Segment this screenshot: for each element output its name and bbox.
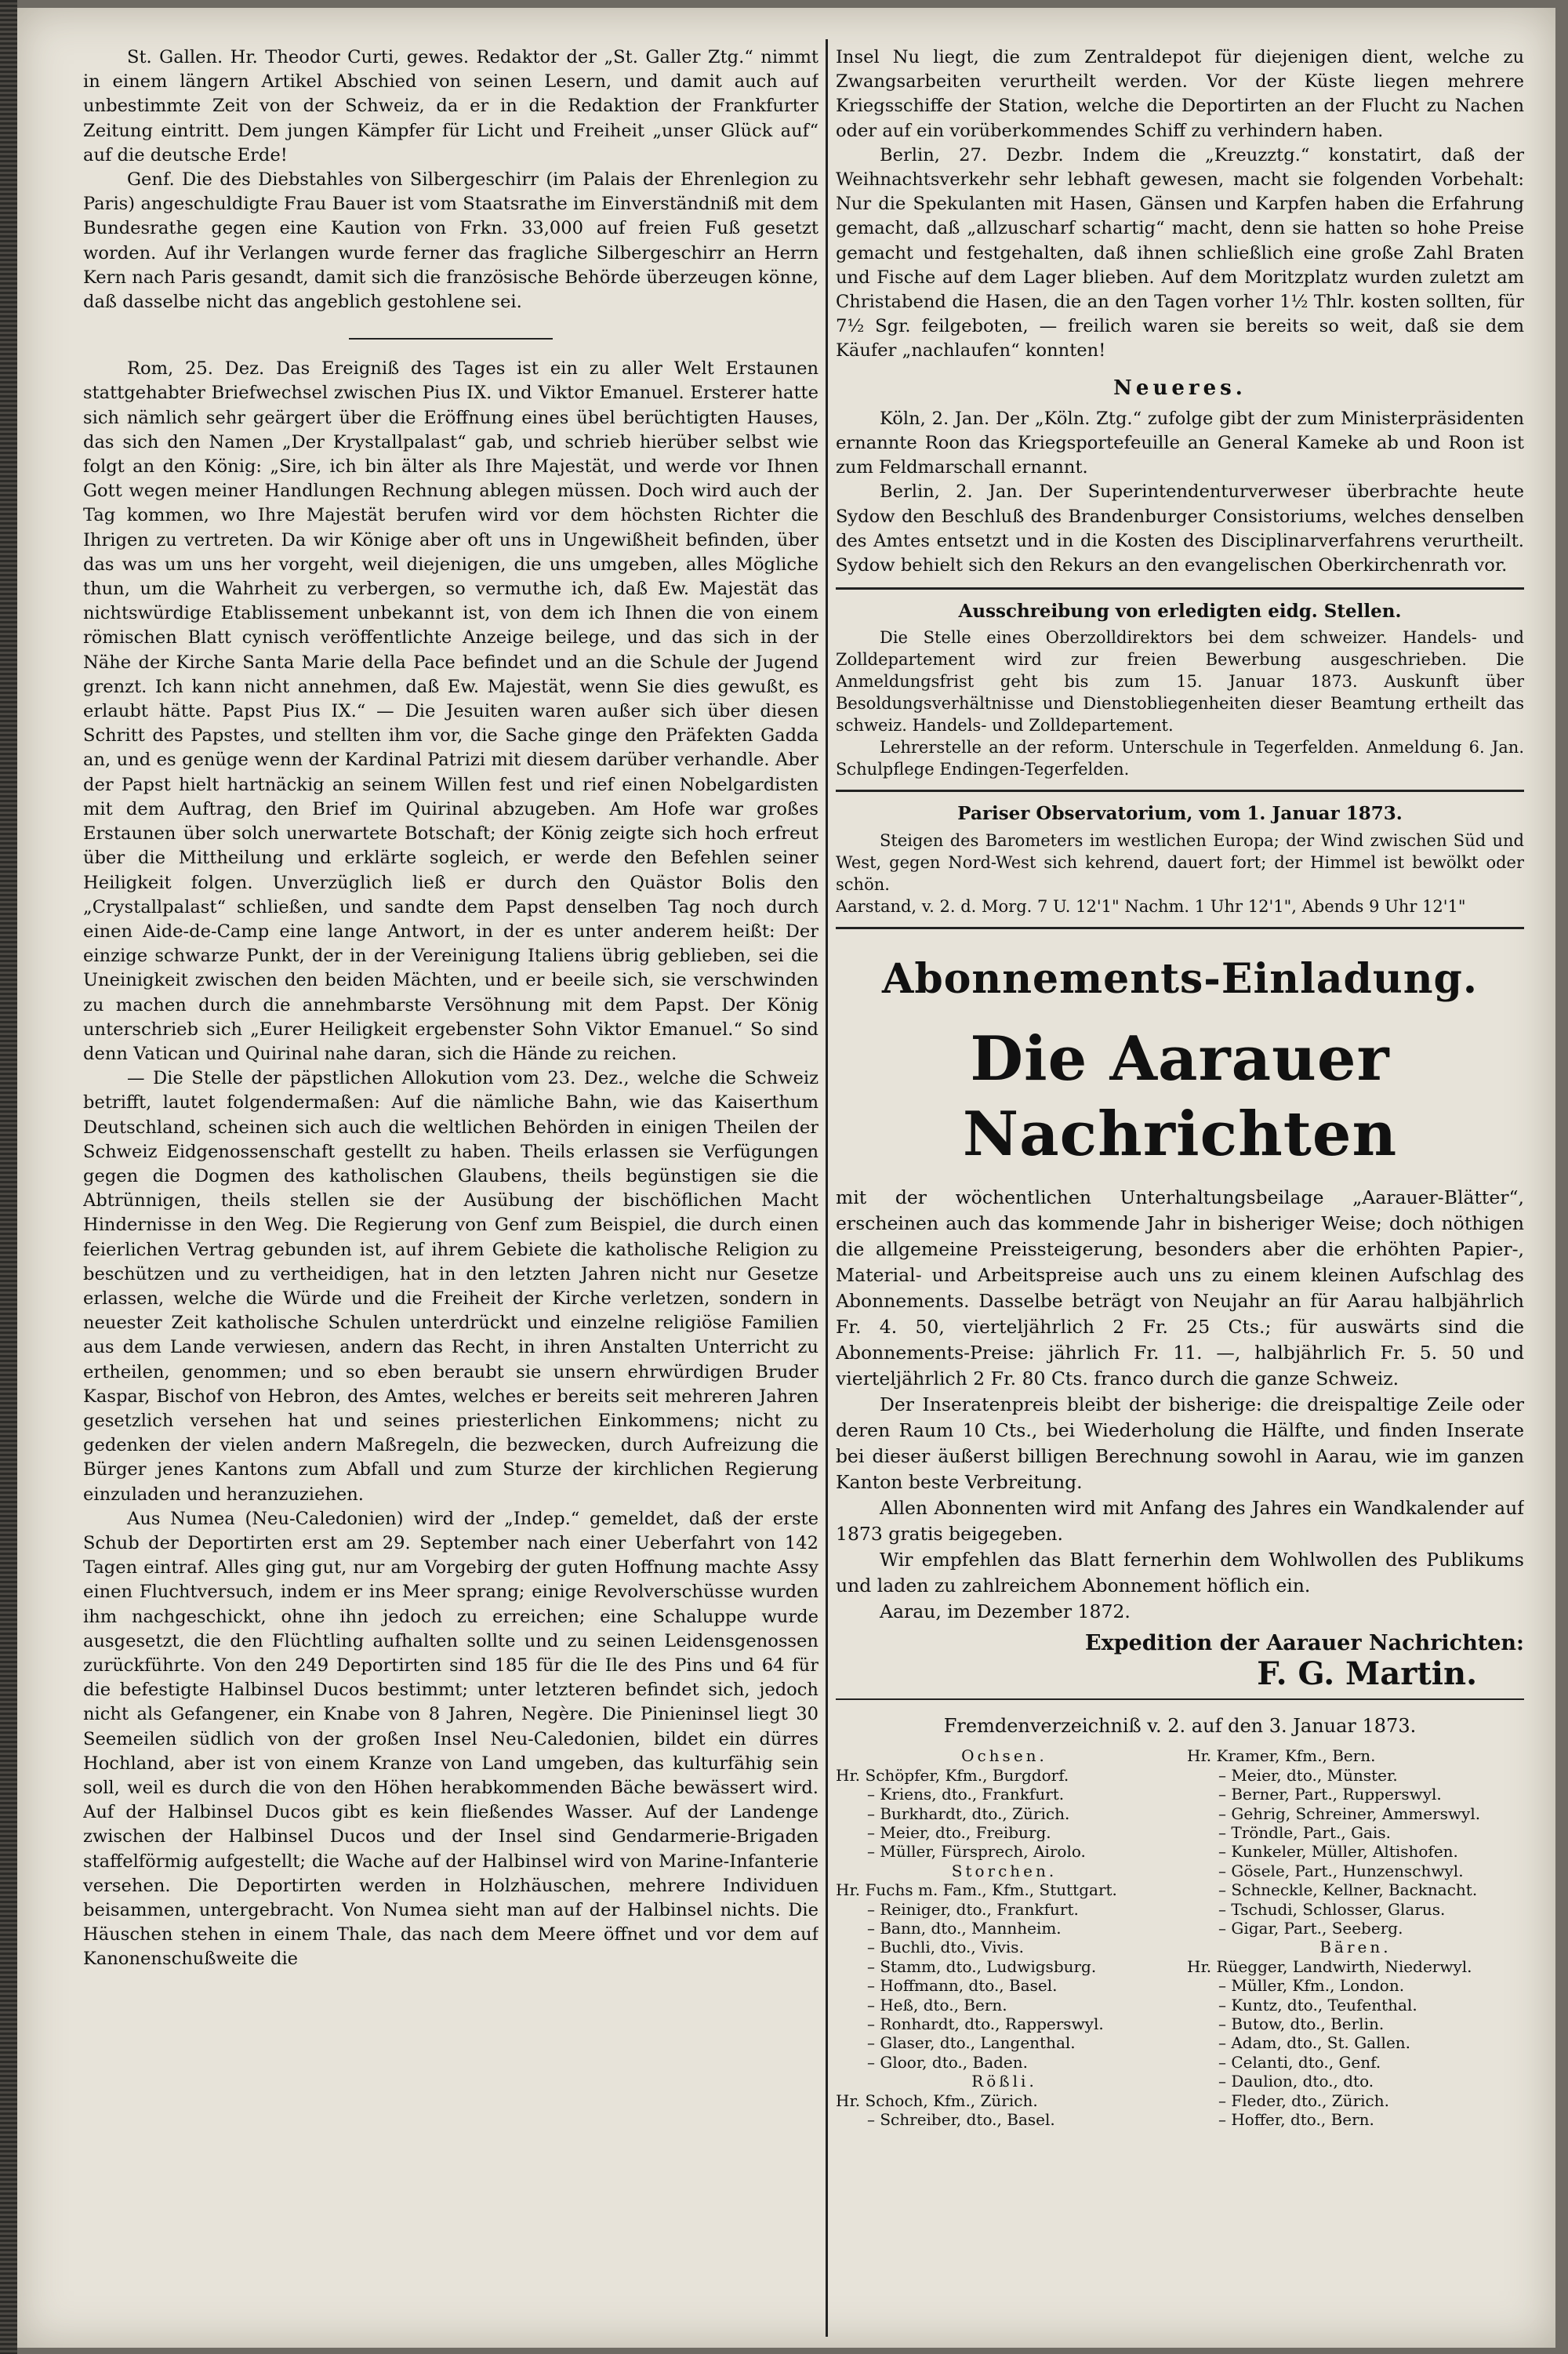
left-margin-strip	[0, 0, 17, 2354]
article-berlin-sydow: Berlin, 2. Jan. Der Superintendenturverweser überbrachte heute Sydow den Beschluß des Brandenburger Consistoriums, welches denselben des Amtes entsetzt und in die Kosten des Disciplinarverfahrens verurtheilt. Sydow behielt sich den Rekurs an den evangelischen Oberkirchenrath vor.	[836, 481, 1524, 576]
guest-entry: – Butow, dto., Berlin.	[1218, 2014, 1385, 2033]
article-rom: Rom, 25. Dez. Das Ereigniß des Tages ist ein zu aller Welt Erstaunen stattgehabter Briefwechsel zwischen Pius IX. und Viktor Emanuel. Ersterer hatte sich nämlich sehr geärgert über die Eröffnung eines übel berüchtigten Hauses, das sich den Namen „Der Krystallpalast“ gab, und schrieb hierüber selbst wie folgt an den König: „Sire, ich bin älter als Ihre Majestät, und werde vor Ihnen Gott wegen meiner Handlungen Rechnung ablegen müssen. Doch wird auch der Tag kommen, wo Ihre Majestät berufen wird vor dem höchsten Richter die Ihrigen zu vertreten. Da wir Könige aber oft uns in Ungewißheit befinden, über das was um uns her vorgeht, weil diejenigen, die uns umgeben, alles Mögliche thun, um die Wahrheit zu verbergen, so vermuthe ich, daß Ew. Majestät das nichtswürdige Etablissement unbekannt ist, von dem ich Ihnen die von einem römischen Blatt cynisch veröffentlichte Anzeige beilege, und das sich in der Nähe der Kirche Santa Marie della Pace befindet und an die Schule der Jugend grenzt. Ich kann nicht annehmen, daß Ew. Majestät, wenn Sie dies gewußt, es erlaubt hätte. Papst Pius IX.“ — Die Jesuiten waren außer sich über diesen Schritt des Papstes, und stellten ihm vor, die Sache ginge den Präfekten Gadda an, und es genüge wenn der Kardinal Patrizi mit diesem darüber verhandle. Aber der Papst hielt hartnäckig an seinem Willen fest und rief einen Nobelgardisten mit dem Auftrag, den Brief im Quirinal abzugeben. Am Hofe war großes Erstaunen über solch unerwartete Botschaft; der König zeigte sich hoch erfreut über die Mittheilung und erklärte sogleich, er werde den Befehlen seiner Heiligkeit folgen. Unverzüglich ließ er durch den Quästor Bolis den „Crystallpalast“ schließen, und sandte dem Papst denselben Tag noch durch einen Aide-de-Camp eine lange Antwort, in der es unter anderem heißt: Der einzige schwarze Punkt, der in der Vereinigung Italiens übrig geblieben, sei die Uneinigkeit zwischen den beiden Mächten, und er beeile sich, sie verschwinden zu machen durch die annehmbarste Versöhnung mit dem Papst. Der König unterschrieb sich „Eurer Heiligkeit ergebenster Sohn Viktor Emanuel.“ So sind denn Vatican und Quirinal nahe daran, sich die Hände zu reichen.	[83, 358, 818, 1064]
ad-place-date: Aarau, im Dezember 1872.	[880, 1600, 1131, 1622]
guest-entry: – Burkhardt, dto., Zürich.	[867, 1804, 1070, 1823]
guest-entry: – Celanti, dto., Genf.	[1218, 2052, 1381, 2072]
ad-text-1: mit der wöchentlichen Unterhaltungsbeilage „Aarauer-Blätter“, erscheinen auch das kommende Jahr in bisheriger Weise; doch nöthigen die allgemeine Preissteigerung, besonders aber die erhöhten Papier-, Material- und Arbeitspreise auch uns zu einem kleinen Aufschlag des Abonnements. Dasselbe beträgt von Neujahr an für Aarau halbjährlich Fr. 4. 50, vierteljährlich 2 Fr. 25 Cts.; für auswärts sind die Abonnements-Preise: jährlich Fr. 11. —, halbjährlich Fr. 5. 50 und vierteljährlich 2 Fr. 80 Cts. franco durch die ganze Schweiz.	[836, 1186, 1524, 1390]
section-divider	[349, 338, 553, 340]
guest-entry: – Heß, dto., Bern.	[867, 1995, 1007, 2014]
guest-entry: – Stamm, dto., Ludwigsburg.	[867, 1956, 1097, 1976]
ad-title: Die Aarauer Nachrichten	[962, 1023, 1398, 1170]
ad-text-2: Der Inseratenpreis bleibt der bisherige: die dreispaltige Zeile oder deren Raum 10 Cts., bei Wiederholung die Hälfte, und finden Inserate bei dieser äußerst billigen Berechnung sowohl in Aarau, wie im ganzen Kanton beste Verbreitung.	[836, 1393, 1524, 1493]
article-genf: Genf. Die des Diebstahles von Silbergeschirr (im Palais der Ehrenlegion zu Paris) angeschuldigte Frau Bauer ist vom Staatsrathe im Einverständniß mit dem Bundesrathe gegen eine Kaution von Frkn. 33,000 auf freien Fuß gesetzt worden. Auf ihr Verlangen wurde ferner das fragliche Silbergeschirr an Herrn Kern nach Paris gesandt, damit sich die französische Behörde überzeugen könne, daß dasselbe nicht das angeblich gestohlene sei.	[83, 169, 818, 313]
guest-entry: Hr. Schöpfer, Kfm., Burgdorf.	[836, 1765, 1069, 1785]
article-koeln: Köln, 2. Jan. Der „Köln. Ztg.“ zufolge gibt der zum Ministerpräsidenten ernannte Roon das Kriegsportefeuille an General Kameke ab und Roon ist zum Feldmarschall ernannt.	[836, 408, 1524, 478]
ad-text-4: Wir empfehlen das Blatt fernerhin dem Wohlwollen des Publikums und laden zu zahlreichem Abonnement höflich ein.	[836, 1548, 1524, 1597]
guest-entry: Hr. Schoch, Kfm., Zürich.	[836, 2091, 1038, 2110]
advertisement-abonnement	[836, 953, 1524, 1692]
guest-entry: – Adam, dto., St. Gallen.	[1218, 2033, 1411, 2053]
article-st-gallen: St. Gallen. Hr. Theodor Curti, gewes. Redaktor der „St. Galler Ztg.“ nimmt in einem längern Artikel Abschied von seinen Lesern, und damit auch auf unbestimmte Zeit von der Schweiz, da er in die Redaktion der Frankfurter Zeitung eintritt. Dem jungen Kämpfer für Licht und Freiheit „unser Glück auf“ auf die deutsche Erde!	[83, 47, 818, 165]
guest-entry: – Fleder, dto., Zürich.	[1218, 2091, 1389, 2110]
guest-hotel-heading: Ochsen.	[961, 1746, 1047, 1766]
column-rule	[826, 39, 828, 2337]
right-column	[836, 45, 1524, 2335]
guest-entry: Hr. Rüegger, Landwirth, Niederwyl.	[1187, 1956, 1472, 1976]
guest-entry: – Glaser, dto., Langenthal.	[867, 2033, 1076, 2053]
box-rule	[836, 1698, 1524, 1700]
fremden-left-list	[836, 1746, 1173, 2129]
aarstand-text: Aarstand, v. 2. d. Morg. 7 U. 12'1" Nachm. 1 Uhr 12'1", Abends 9 Uhr 12'1"	[836, 896, 1466, 916]
section-title-neueres: Neueres.	[1113, 376, 1247, 400]
box-rule	[836, 790, 1524, 792]
guest-entry: – Kunkeler, Müller, Altishofen.	[1218, 1842, 1458, 1862]
box-rule	[836, 927, 1524, 929]
fremden-right-list	[1187, 1746, 1524, 2129]
guest-entry: – Hoffer, dto., Bern.	[1218, 2110, 1374, 2129]
fremden-title: Fremdenverzeichniß v. 2. auf den 3. Januar 1873.	[943, 1715, 1417, 1738]
guest-entry: – Tschudi, Schlosser, Glarus.	[1218, 1899, 1446, 1919]
ad-text-3: Allen Abonnenten wird mit Anfang des Jahres ein Wandkalender auf 1873 gratis beigegeben.	[836, 1496, 1524, 1545]
article-allokution: — Die Stelle der päpstlichen Allokution vom 23. Dez., welche die Schweiz betrifft, lautet folgendermaßen: Auf die nämliche Bahn, wie das Kaiserthum Deutschland, scheinen sich auch die weltlichen Behörden in einigen Theilen der Schweiz Eidgenossenschaft gestellt zu haben. Theils erlassen sie Verfügungen gegen die Dogmen des katholischen Glaubens, theils begünstigen sie die Abtrünnigen, theils stellen sie der Ausübung der bischöflichen Macht Hindernisse in den Weg. Die Regierung von Genf zum Beispiel, die durch einen feierlichen Vertrag gebunden ist, auf ihrem Gebiete die katholische Religion zu beschützen und zu vertheidigen, hat in den letzten Jahren nicht nur Gesetze erlassen, welche die Würde und die Freiheit der Kirche verletzen, sondern in neuester Zeit katholische Schulen unterdrückt und einzelne religiöse Familien aus dem Lande verwiesen, andern das Recht, in ihren Anstalten Unterricht zu ertheilen, genommen; und so eben beraubt sie unsern ehrwürdigen Bruder Kaspar, Bischof von Hebron, des Amtes, welches er bereits seit mehreren Jahren gesetzlich versehen hat und seines priesterlichen Einkommens; nicht zu gedenken der vielen andern Maßregeln, die bezwecken, durch Aufreizung die Bürger jenes Kantons zum Abfall und zum Sturze der kirchlichen Regierung einzuladen und heranzuziehen.	[83, 1068, 818, 1505]
ad-heading: Abonnements-Einladung.	[882, 954, 1478, 1003]
newspaper-page	[17, 8, 1555, 2348]
guest-hotel-heading: Storchen.	[951, 1861, 1058, 1880]
notice-observatorium	[836, 801, 1524, 917]
article-numea: Aus Numea (Neu-Caledonien) wird der „Indep.“ gemeldet, daß der erste Schub der Deportirten erst am 29. September nach einer Ueberfahrt von 142 Tagen eintraf. Alles ging gut, nur am Vorgebirg der guten Hoffnung machte Assy einen Fluchtversuch, indem er ins Meer sprang; einige Revolverschüsse wurden ihm nachgeschickt, ohne ihn jedoch zu erreichen; eine Schaluppe wurde ausgesetzt, die den Flüchtling aufhalten sollte und zu seinen Leidensgenossen zurückführte. Von den 249 Deportirten sind 185 für die Ile des Pins und 64 für die befestigte Halbinsel Ducos bestimmt; unter letzteren befindet sich, jedoch nicht als Gefangener, ein Knabe von 8 Jahren, Negère. Die Pinieninsel liegt 30 Seemeilen südlich von der großen Insel Neu-Caledonien, bildet ein dürres Hochland, aber ist von einem Kranze von Land umgeben, das kulturfähig sein soll, weil es durch die von den Höhen herabkommenden Bäche bewässert wird. Auf der Halbinsel Ducos gibt es kein fließendes Wasser. Auf der Landenge zwischen der Halbinsel Ducos und der Insel sind Gendarmerie-Brigaden staffelförmig aufgestellt; die Wache auf der Halbinsel wird von Marine-Infanterie versehen. Die Deportirten werden in Holzhäuschen, mehrere Individuen beisammen, untergebracht. Von Numea sieht man auf der Halbinsel nichts. Die Häuschen stehen in einem Thale, das nach dem Meere öffnet und vor dem auf Kanonenschußweite die	[83, 1508, 818, 1970]
guest-entry: – Berner, Part., Rupperswyl.	[1218, 1785, 1442, 1804]
guest-entry: Hr. Fuchs m. Fam., Kfm., Stuttgart.	[836, 1880, 1117, 1900]
ad-signoff: Expedition der Aarauer Nachrichten:	[1085, 1630, 1524, 1655]
guest-hotel-heading: Rößli.	[971, 2072, 1037, 2091]
guest-entry: – Gloor, dto., Baden.	[867, 2052, 1028, 2072]
observatorium-text: Steigen des Barometers im westlichen Europa; der Wind zwischen Süd und West, gegen Nord-West sich kehrend, dauert fort; der Himmel ist bewölkt oder schön.	[836, 830, 1524, 894]
guest-entry: – Buchli, dto., Vivis.	[867, 1938, 1024, 1957]
guest-entry: – Müller, Kfm., London.	[1218, 1976, 1405, 1996]
ad-signature-name: F. G. Martin.	[1257, 1655, 1477, 1692]
notice-text-2: Lehrerstelle an der reform. Unterschule in Tegerfelden. Anmeldung 6. Jan. Schulpflege Endingen-Tegerfelden.	[836, 738, 1524, 779]
fremdenverzeichnis	[836, 1714, 1524, 2129]
fremden-columns	[836, 1746, 1524, 2129]
guest-hotel-heading: Bären.	[1319, 1938, 1392, 1957]
guest-entry: – Kriens, dto., Frankfurt.	[867, 1785, 1065, 1804]
article-numea-continued: Insel Nu liegt, die zum Zentraldepot für diejenigen dient, welche zu Zwangsarbeiten verurtheilt werden. Vor der Küste liegen mehrere Kriegsschiffe der Station, welche die Deportirten an der Flucht zu Nachen oder auf ein vorüberkommendes Schiff zu verhindern haben.	[836, 47, 1524, 141]
left-column	[83, 45, 818, 2335]
guest-entry: – Meier, dto., Münster.	[1218, 1765, 1398, 1785]
observatorium-title: Pariser Observatorium, vom 1. Januar 1873.	[957, 803, 1403, 825]
guest-entry: – Hoffmann, dto., Basel.	[867, 1976, 1058, 1996]
guest-entry: – Schneckle, Kellner, Backnacht.	[1218, 1880, 1478, 1900]
guest-entry: – Daulion, dto., dto.	[1218, 2072, 1374, 2091]
article-berlin-weihnacht: Berlin, 27. Dezbr. Indem die „Kreuzztg.“ konstatirt, daß der Weihnachtsverkehr sehr lebhaft gewesen, macht sie folgenden Vorbehalt: Nur die Spekulanten mit Hasen, Gänsen und Karpfen haben die Erfahrung gemacht, daß „allzuscharf schartig“ macht, denn sie hatten so hohe Preise gemacht und festgehalten, daß ihnen schließlich eine große Zahl Braten und Fische auf dem Lager blieben. Auf dem Moritzplatz wurden zuletzt am Christabend die Hasen, die an den Tagen vorher 1½ Thlr. kosten sollten, für 7½ Sgr. feilgeboten, — freilich waren sie bereits so weit, daß sie dem Käufer „nachlaufen“ konnten!	[836, 144, 1524, 361]
guest-entry: – Müller, Fürsprech, Airolo.	[867, 1842, 1086, 1862]
guest-entry: – Gigar, Part., Seeberg.	[1218, 1918, 1403, 1938]
guest-entry: – Kuntz, dto., Teufenthal.	[1218, 1995, 1417, 2014]
guest-entry: – Bann, dto., Mannheim.	[867, 1918, 1062, 1938]
notice-ausschreibung	[836, 599, 1524, 780]
notice-title: Ausschreibung von erledigten eidg. Stellen.	[958, 601, 1402, 623]
guest-entry: Hr. Kramer, Kfm., Bern.	[1187, 1746, 1376, 1766]
guest-entry: – Ronhardt, dto., Rapperswyl.	[867, 2014, 1104, 2033]
guest-entry: – Gehrig, Schreiner, Ammerswyl.	[1218, 1804, 1481, 1823]
box-rule	[836, 587, 1524, 590]
notice-text-1: Die Stelle eines Oberzolldirektors bei dem schweizer. Handels- und Zolldepartement wird zur freien Bewerbung ausgeschrieben. Die Anmeldungsfrist geht bis zum 15. Januar 1873. Auskunft über Besoldungsverhältnisse und Dienstobliegenheiten dieser Beamtung ertheilt das schweiz. Handels- und Zolldepartement.	[836, 628, 1524, 736]
guest-entry: – Meier, dto., Freiburg.	[867, 1822, 1051, 1842]
guest-entry: – Schreiber, dto., Basel.	[867, 2110, 1055, 2129]
guest-entry: – Reiniger, dto., Frankfurt.	[867, 1899, 1079, 1919]
guest-entry: – Gösele, Part., Hunzenschwyl.	[1218, 1861, 1464, 1880]
guest-entry: – Tröndle, Part., Gais.	[1218, 1822, 1391, 1842]
